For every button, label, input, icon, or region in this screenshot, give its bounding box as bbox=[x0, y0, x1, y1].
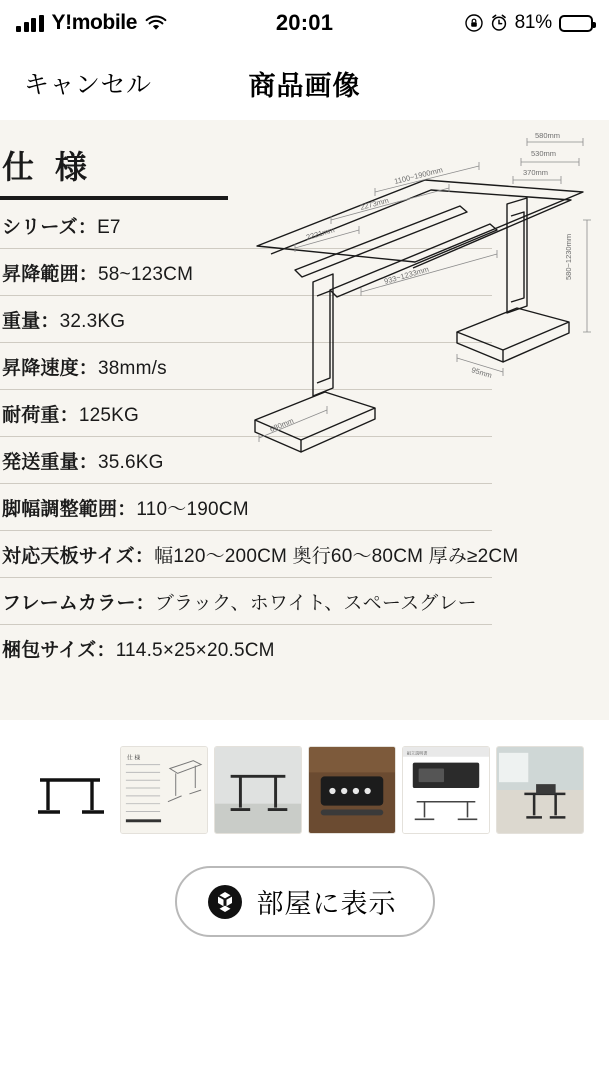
status-bar bbox=[0, 0, 609, 46]
spec-value: 110〜190CM bbox=[136, 499, 249, 520]
status-bar-left bbox=[16, 11, 167, 35]
svg-text:370mm: 370mm bbox=[523, 168, 549, 177]
spec-heading: 仕 様 bbox=[2, 149, 93, 185]
svg-text:530mm: 530mm bbox=[531, 149, 557, 158]
thumbnail-black-frame-product[interactable] bbox=[26, 746, 114, 834]
carrier-label: Y!mobile bbox=[51, 11, 137, 34]
alarm-clock-icon bbox=[490, 14, 508, 32]
thumbnail-controller-closeup[interactable] bbox=[308, 746, 396, 834]
svg-text:2273mm: 2273mm bbox=[359, 195, 390, 212]
spec-value: ブラック、ホワイト、スペースグレー bbox=[154, 593, 477, 614]
spec-value: 125KG bbox=[78, 405, 139, 426]
battery-icon bbox=[559, 15, 593, 32]
spec-value: 35.6KG bbox=[98, 452, 164, 473]
page-title: 商品画像 bbox=[248, 70, 361, 101]
product-image-viewer[interactable] bbox=[0, 120, 609, 720]
thumbnail-instruction-diagram[interactable] bbox=[402, 746, 490, 834]
thumbnail-room-scene[interactable] bbox=[496, 746, 584, 834]
spec-label: 対応天板サイズ： bbox=[2, 546, 155, 567]
spec-value: 32.3KG bbox=[59, 311, 126, 332]
spec-value: 幅120〜200CM 奥行60〜80CM 厚み≥2CM bbox=[154, 546, 519, 567]
svg-text:580~1230mm: 580~1230mm bbox=[564, 233, 573, 280]
cancel-button[interactable]: キャンセル bbox=[24, 65, 152, 101]
rotation-lock-icon bbox=[465, 14, 483, 32]
view-in-room-label: 部屋に表示 bbox=[256, 889, 397, 919]
spec-label: 梱包サイズ： bbox=[2, 640, 116, 661]
standing-desk-frame-technical-drawing bbox=[235, 120, 605, 510]
thumbnail-strip[interactable] bbox=[0, 742, 609, 838]
cellular-bars-icon bbox=[16, 15, 44, 32]
ar-cube-icon bbox=[207, 884, 243, 920]
table-row bbox=[0, 531, 519, 578]
bottom-spacer bbox=[0, 937, 609, 1080]
status-bar-clock: 20:01 bbox=[275, 10, 334, 35]
spec-label: 発送重量： bbox=[2, 452, 99, 473]
ar-button-container bbox=[0, 866, 609, 937]
svg-text:仕 様: 仕 様 bbox=[126, 755, 140, 762]
spec-label: フレームカラー： bbox=[2, 593, 155, 614]
status-bar-right bbox=[465, 12, 593, 34]
svg-text:680mm: 680mm bbox=[268, 416, 295, 434]
thumbnail-spec-sheet[interactable] bbox=[120, 746, 208, 834]
spec-label: 昇降範囲： bbox=[2, 264, 99, 285]
svg-text:95mm: 95mm bbox=[470, 365, 493, 381]
view-in-room-button[interactable] bbox=[175, 866, 435, 937]
svg-text:2221mm: 2221mm bbox=[305, 225, 336, 242]
spec-divider bbox=[0, 196, 228, 200]
wifi-icon bbox=[145, 15, 167, 32]
svg-text:1100~1900mm: 1100~1900mm bbox=[393, 165, 444, 186]
spec-label: 脚幅調整範囲： bbox=[2, 499, 137, 520]
thumbnail-frame-side-view[interactable] bbox=[214, 746, 302, 834]
svg-text:580mm: 580mm bbox=[535, 131, 561, 140]
nav-bar bbox=[0, 46, 609, 120]
table-row bbox=[0, 625, 492, 671]
spec-value: E7 bbox=[97, 217, 121, 238]
spec-value: 58~123CM bbox=[98, 264, 194, 285]
spec-value: 38mm/s bbox=[98, 358, 167, 379]
svg-text:933~1233mm: 933~1233mm bbox=[383, 264, 430, 286]
spec-label: 耐荷重： bbox=[2, 405, 79, 426]
svg-text:組立説明書: 組立説明書 bbox=[406, 750, 427, 756]
spec-label: 昇降速度： bbox=[2, 358, 99, 379]
battery-percent-label: 81% bbox=[514, 12, 552, 33]
spec-value: 114.5×25×20.5CM bbox=[115, 640, 275, 661]
spec-label: 重量： bbox=[2, 311, 60, 332]
table-row bbox=[0, 578, 492, 625]
spec-label: シリーズ： bbox=[2, 217, 98, 238]
